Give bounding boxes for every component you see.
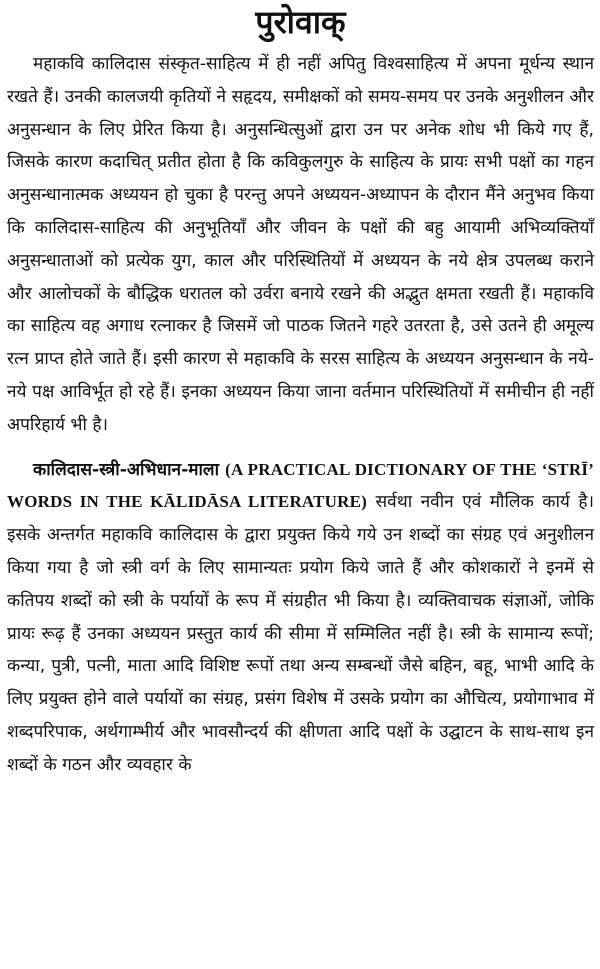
- english-subtitle: (A PRACTICAL DICTIONARY OF THE ‘STRĪ’ WORDS IN THE KĀLIDĀSA LITERATURE): [7, 459, 594, 512]
- page-title: पुरोवाक्: [255, 3, 346, 41]
- paragraph-intro: महाकवि कालिदास संस्कृत-साहित्य में ही नहीं अपितु विश्वसाहित्य में अपना मूर्धन्य स्थान रखते हैं। उनकी कालजयी कृतियों ने सहृदय, समीक्षकों को समय-समय पर उनके अनुशीलन और अनुसन्धान के लिए प्रेरित किया है। अनुसन्धित्सुओं द्वारा उन पर अनेक शोध भी किये गए हैं, जिसके कारण कदाचित् प्रतीत होता है कि कविकुलगुरु के साहित्य के प्रायः सभी पक्षों का गहन अनुसन्धानात्मक अध्ययन हो चुका है परन्तु अपने अध्ययन-अध्यापन के दौरान मैंने अनुभव किया कि कालिदास-साहित्य की अनुभूतियाँ और जीवन के पक्षों की बहु आयामी अभिव्यक्तियाँ अनुसन्धाताओं को प्रत्येक युग, काल और परिस्थितियों में अध्ययन के नये क्षेत्र उपलब्ध कराने और आलोचकों के बौद्धिक धरातल को उर्वरा बनाये रखने की अद्भुत क्षमता रखती हैं। महाकवि का साहित्य वह अगाध रत्नाकर है जिसमें जो पाठक जितने गहरे उतरता है, उसे उतने ही अमूल्य रत्न प्राप्त होते जाते हैं। इसी कारण से महाकवि के सरस साहित्य के अध्ययन अनुसन्धान के नये-नये पक्ष आविर्भूत हो रहे हैं। इनका अध्ययन किया जाना वर्तमान परिस्थितियों में समीचीन ही नहीं अपरिहार्य भी है।: [7, 54, 594, 435]
- paragraph-dictionary-body: सर्वथा नवीन एवं मौलिक कार्य है। इसके अन्तर्गत महाकवि कालिदास के द्वारा प्रयुक्त किये गये उन शब्दों का संग्रह एवं अनुशीलन किया गया है जो स्त्री वर्ग के लिए सामान्यतः प्रयोग किये जाते हैं और कोशकारों ने इनमें से कतिपय शब्दों को स्त्री के पर्यायों के रूप में संग्रहीत भी किया है। व्यक्तिवाचक संज्ञाओं, जोकि प्रायः रूढ़ हैं उनका अध्ययन प्रस्तुत कार्य की सीमा में सम्मिलित नहीं है। स्त्री के सामान्य रूपों; कन्या, पुत्री, पत्नी, माता आदि विशिष्ट रूपों तथा अन्य सम्बन्धों जैसे बहिन, बहू, भाभी आदि के लिए प्रयुक्त होने वाले पर्यायों का संग्रह, प्रसंग विशेष में उसके प्रयोग का औचित्य, प्रयोगाभाव में शब्दपरिपाक, अर्थगाम्भीर्य और भावसौन्दर्य की क्षीणता आदि पक्षों के उद्घाटन के साथ-साथ इन शब्दों के गठन और व्यवहार के: [7, 492, 595, 775]
- work-title: कालिदास-स्त्री-अभिधान-माला: [33, 459, 220, 480]
- paragraph-dictionary: [7, 454, 594, 782]
